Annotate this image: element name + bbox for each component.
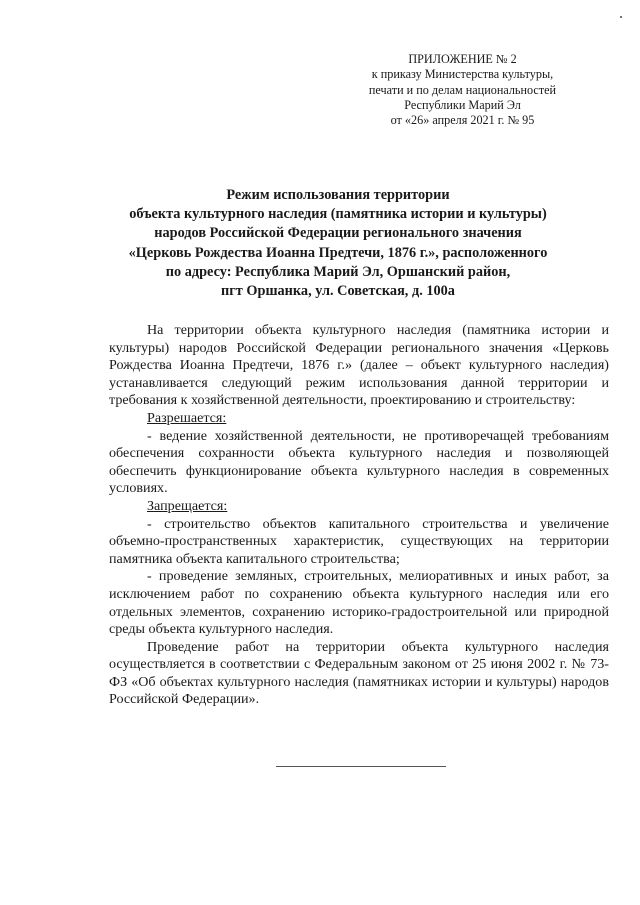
title-line: народов Российской Федерации регионального значения <box>154 225 522 242</box>
document-title <box>86 186 590 301</box>
forbidden-item: - проведение земляных, строительных, мелиоративных и иных работ, за исключением работ по сохранению объекта культурного наследия или его отдельных элементов, сохранению историко-градостроительной или природной среды объекта культурного наследия. <box>109 568 609 638</box>
title-line: Режим использования территории <box>226 187 450 203</box>
closing-paragraph: Проведение работ на территории объекта культурного наследия осуществляется в соответствии с Федеральным законом от 25 июня 2002 г. № 73-ФЗ «Об объектах культурного наследия (памятниках истории и культуры) народов Российской Федерации». <box>109 638 609 708</box>
allowed-heading: Разрешается: <box>147 409 227 426</box>
title-line: объекта культурного наследия (памятника истории и культуры) <box>129 206 547 223</box>
forbidden-heading: Запрещается: <box>147 497 228 514</box>
forbidden-item: - строительство объектов капитального строительства и увеличение объемно-пространственных характеристик, существующих на территории памятника объекта капитального строительства; <box>109 515 609 567</box>
scan-speck <box>620 16 622 18</box>
document-body <box>109 322 609 709</box>
title-line: «Церковь Рождества Иоанна Предтечи, 1876 г.», расположенного <box>128 244 548 261</box>
appendix-line: к приказу Министерства культуры, <box>371 67 554 82</box>
appendix-line: Республики Марий Эл <box>404 97 521 112</box>
appendix-date-line: от «26» апреля 2021 г. № 95 <box>390 113 535 128</box>
title-line: по адресу: Республика Марий Эл, Оршанский район, <box>165 263 511 280</box>
title-line: пгт Оршанка, ул. Советская, д. 100а <box>221 283 455 300</box>
appendix-header <box>330 52 595 128</box>
intro-paragraph: На территории объекта культурного наследия (памятника истории и культуры) народов Российской Федерации регионального значения «Церковь Рождества Иоанна Предтечи, 1876 г.» (далее – объект культурного наследия) устанавливается следующий режим использования данной территории и требования к хозяйственной деятельности, проектированию и строительству: <box>109 322 609 409</box>
allowed-item: - ведение хозяйственной деятельности, не противоречащей требованиям обеспечения сохранности объекта культурного наследия и позволяющей обеспечить функционирование объекта культурного наследия в современных условиях. <box>109 427 609 497</box>
appendix-number: ПРИЛОЖЕНИЕ № 2 <box>408 52 517 66</box>
appendix-line: печати и по делам национальностей <box>368 82 557 97</box>
closing-rule <box>276 766 446 767</box>
